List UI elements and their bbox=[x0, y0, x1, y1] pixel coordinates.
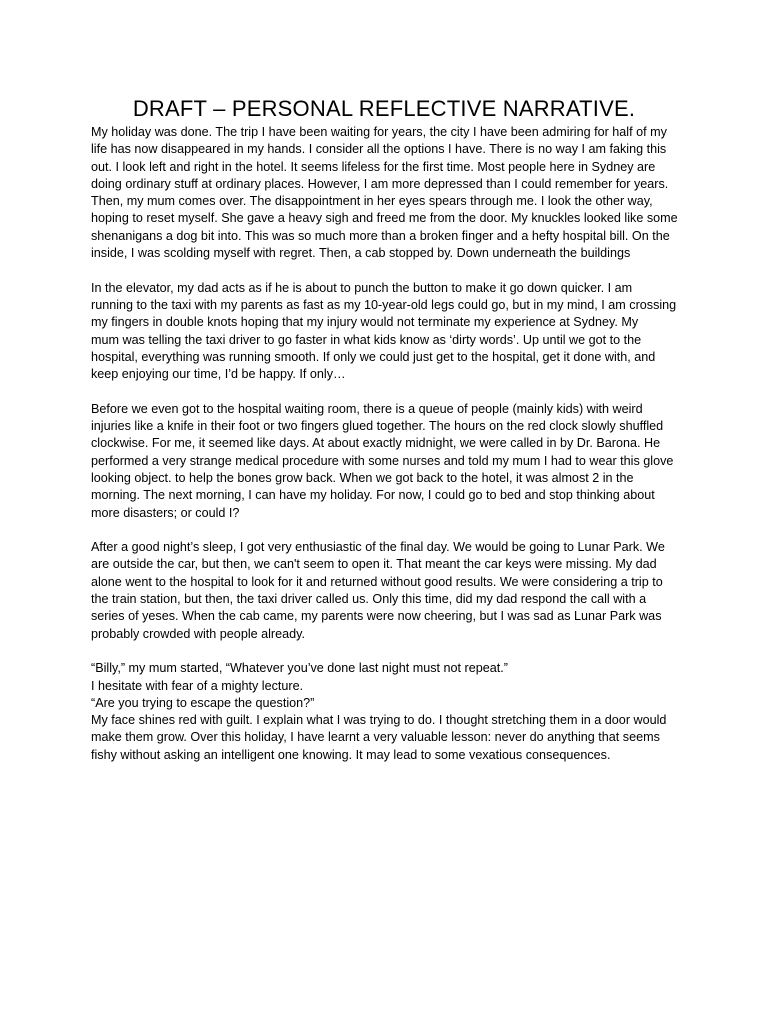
text-line: hoping to reset myself. She gave a heavy sigh and freed me from the door. My knuckles looked like some bbox=[91, 211, 678, 226]
text-line: fishy without asking an intelligent one knowing. It may lead to some vexatious consequences. bbox=[91, 747, 611, 762]
text-line: mum was telling the taxi driver to go faster in what kids know as ‘dirty words’. Up until we got to the bbox=[91, 332, 642, 347]
text-line: more disasters; or could I? bbox=[91, 505, 240, 520]
paragraph bbox=[91, 660, 687, 764]
paragraph-spacer bbox=[91, 383, 687, 400]
text-line: My holiday was done. The trip I have been waiting for years, the city I have been admiring for half of my bbox=[91, 125, 667, 139]
paragraph-spacer bbox=[91, 643, 687, 660]
document-title: DRAFT – PERSONAL REFLECTIVE NARRATIVE. bbox=[132, 96, 636, 121]
text-line: In the elevator, my dad acts as if he is about to punch the button to make it go down quicker. I am bbox=[91, 280, 633, 295]
text-line: clockwise. For me, it seemed like days. At about exactly midnight, we were called in by Dr. Barona. He bbox=[91, 436, 661, 451]
document-body bbox=[91, 124, 687, 764]
text-line: out. I look left and right in the hotel. It seems lifeless for the first time. Most people here in Sydney are bbox=[91, 159, 656, 174]
paragraph bbox=[91, 280, 687, 384]
text-line: my fingers in double knots hoping that my injury would not terminate my experience at Sydney. My bbox=[91, 315, 639, 330]
text-line: the train station, but then, the taxi driver called us. Only this time, did my dad respond the call with a bbox=[91, 592, 647, 607]
text-line: “Are you trying to escape the question?” bbox=[91, 695, 315, 710]
text-line: hospital, everything was running smooth. If only we could just get to the hospital, get it done with, and bbox=[91, 349, 656, 364]
text-line: Then, my mum comes over. The disappointment in her eyes spears through me. I look the other way, bbox=[91, 194, 653, 209]
paragraph bbox=[91, 539, 687, 643]
text-line: “Billy,” my mum started, “Whatever you’ve done last night must not repeat.” bbox=[91, 661, 508, 676]
text-line: series of yeses. When the cab came, my parents were now cheering, but I was sad as Lunar Park was bbox=[91, 609, 662, 624]
text-line: are outside the car, but then, we can't seem to open it. That meant the car keys were missing. My dad bbox=[91, 557, 657, 572]
text-line: doing ordinary stuff at ordinary places. However, I am more depressed than I could remember for years. bbox=[91, 176, 669, 191]
text-line: injuries like a knife in their foot or two fingers glued together. The hours on the red clock slowly shuffled bbox=[91, 419, 664, 434]
text-line: alone went to the hospital to look for it and returned without good results. We were considering a trip to bbox=[91, 574, 663, 589]
text-line: keep enjoying our time, I’d be happy. If only… bbox=[91, 367, 346, 382]
text-line: After a good night’s sleep, I got very enthusiastic of the final day. We would be going to Lunar Park. We bbox=[91, 540, 665, 555]
text-line: shenanigans a dog bit into. This was so much more than a broken finger and a hefty hospital bill. On the bbox=[91, 228, 670, 243]
text-line: life has now disappeared in my hands. I consider all the options I have. There is no way I am faking this bbox=[91, 142, 667, 157]
text-line: inside, I was scolding myself with regret. Then, a cab stopped by. Down underneath the buildings bbox=[91, 246, 631, 261]
paragraph-spacer bbox=[91, 522, 687, 539]
text-line: My face shines red with guilt. I explain what I was trying to do. I thought stretching them in a door would bbox=[91, 713, 667, 728]
text-line: I hesitate with fear of a mighty lecture. bbox=[91, 678, 304, 693]
text-line: Before we even got to the hospital waiting room, there is a queue of people (mainly kids) with weird bbox=[91, 401, 643, 416]
text-line: looking object. to help the bones grow back. When we got back to the hotel, it was almost 2 in the bbox=[91, 470, 634, 485]
paragraph bbox=[91, 401, 687, 522]
text-line: probably crowded with people already. bbox=[91, 626, 305, 641]
text-line: performed a very strange medical procedure with some nurses and told my mum I had to wear this glove bbox=[91, 453, 674, 468]
text-line: running to the taxi with my parents as fast as my 10-year-old legs could go, but in my mind, I am crossing bbox=[91, 297, 677, 312]
paragraph bbox=[91, 124, 687, 262]
paragraph-spacer bbox=[91, 262, 687, 279]
text-line: make them grow. Over this holiday, I have learnt a very valuable lesson: never do anything that seems bbox=[91, 730, 660, 745]
text-line: morning. The next morning, I can have my holiday. For now, I could go to bed and stop thinking about bbox=[91, 488, 655, 503]
